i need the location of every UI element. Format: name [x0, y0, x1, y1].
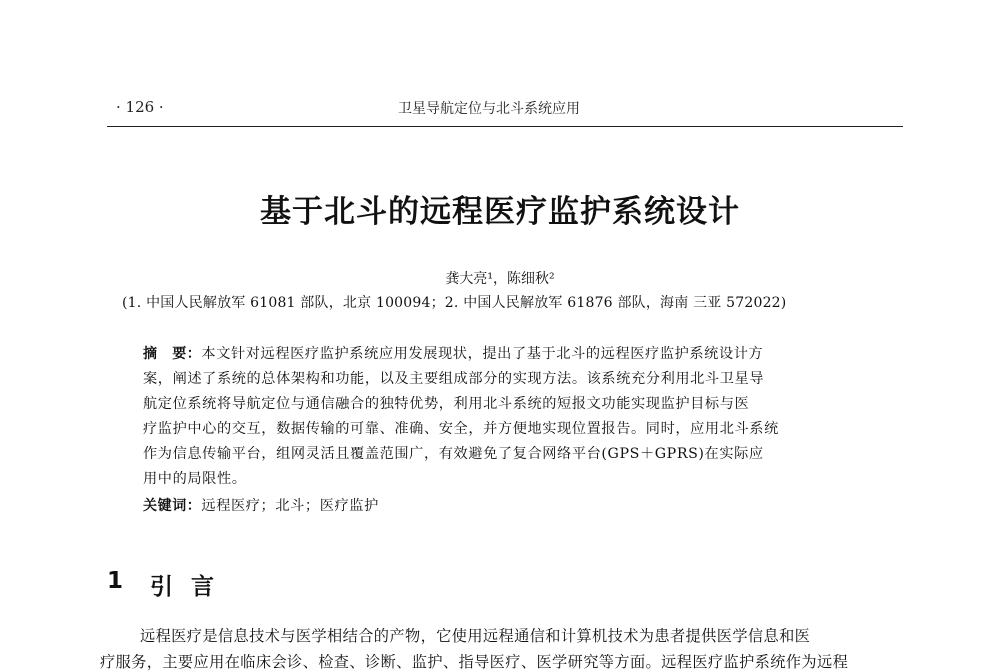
- section-number: 1: [107, 568, 124, 594]
- page-number: · 126 ·: [116, 98, 164, 116]
- header-rule: [107, 126, 903, 127]
- keywords-text: 远程医疗；北斗；医疗监护: [201, 498, 379, 514]
- keywords-label: 关键词：: [143, 498, 202, 514]
- body-line: 远程医疗是信息技术与医学相结合的产物，它使用远程通信和计算机技术为患者提供医学信息和医: [140, 627, 811, 645]
- abstract-line: 用中的局限性。: [143, 471, 247, 487]
- running-header: 卫星导航定位与北斗系统应用: [398, 101, 580, 117]
- abstract-line: 航定位系统将导航定位与通信融合的独特优势，利用北斗系统的短报文功能实现监护目标与医: [143, 396, 750, 412]
- abstract-line: [143, 343, 763, 363]
- abstract-text: 本文针对远程医疗监护系统应用发展现状，提出了基于北斗的远程医疗监护系统设计方: [201, 346, 764, 362]
- body-line: 疗服务，主要应用在临床会诊、检查、诊断、监护、指导医疗、医学研究等方面。远程医疗监护系统作为远程: [100, 653, 849, 671]
- authors: 龚大亮¹，陈细秋²: [445, 271, 555, 287]
- paper-title: 基于北斗的远程医疗监护系统设计: [260, 194, 740, 230]
- abstract-line: 案，阐述了系统的总体架构和功能，以及主要组成部分的实现方法。该系统充分利用北斗卫星导: [143, 371, 765, 387]
- abstract-line: 作为信息传输平台，组网灵活且覆盖范围广，有效避免了复合网络平台(GPS＋GPRS)在实际应: [143, 446, 764, 462]
- keywords-line: [143, 495, 379, 515]
- affiliations: (1. 中国人民解放军 61081 部队，北京 100094；2. 中国人民解放军 61876 部队，海南 三亚 572022): [122, 295, 787, 311]
- abstract-label: 摘 要：: [143, 346, 202, 362]
- section-title: 引言: [150, 574, 232, 600]
- abstract-line: 疗监护中心的交互，数据传输的可靠、准确、安全，并方便地实现位置报告。同时，应用北斗系统: [143, 421, 779, 437]
